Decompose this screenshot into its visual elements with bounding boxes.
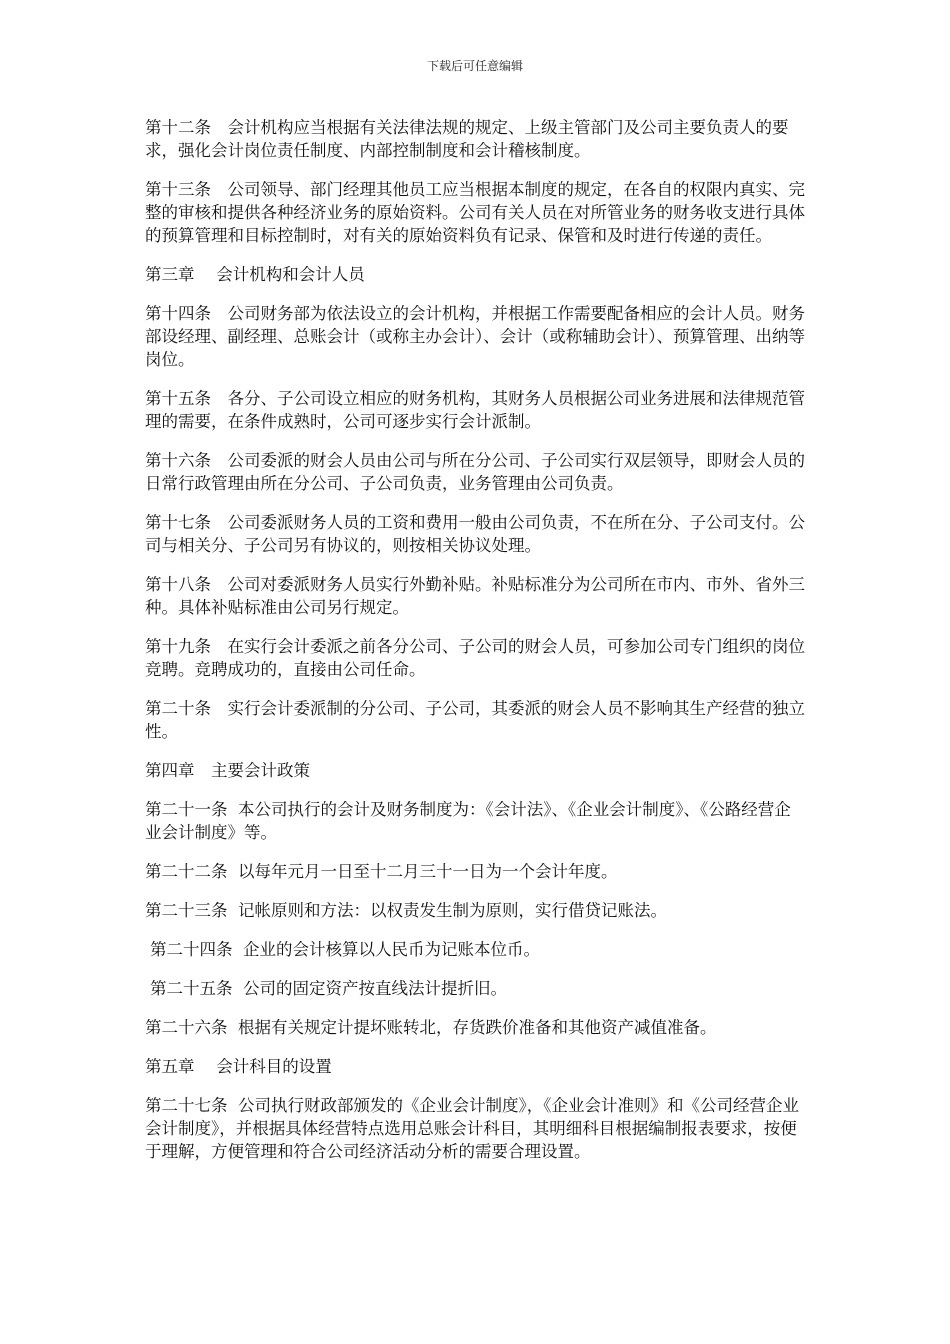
article-22: 第二十二条 以每年元月一日至十二月三十一日为一个会计年度。 [145, 862, 618, 881]
article-15: 第十五条 各分、子公司设立相应的财务机构，其财务人员根据公司业务进展和法律规范管理的需要，在条件成熟时，公司可逐步实行会计派制。 [145, 389, 805, 431]
chapter-4-heading: 第四章 主要会计政策 [145, 761, 310, 780]
article-21: 第二十一条 本公司执行的会计及财务制度为：《会计法》、《企业会计制度》、《公路经营企业会计制度》等。 [145, 800, 791, 842]
article-20: 第二十条 实行会计委派制的分公司、子公司，其委派的财会人员不影响其生产经营的独立性。 [145, 699, 805, 741]
chapter-5-heading: 第五章 会计科目的设置 [145, 1057, 332, 1076]
article-14: 第十四条 公司财务部为依法设立的会计机构，并根据工作需要配备相应的会计人员。财务部设经理、副经理、总账会计（或称主办会计）、会计（或称辅助会计）、预算管理、出纳等岗位。 [145, 304, 805, 369]
article-26: 第二十六条 根据有关规定计提坏账转北，存货跌价准备和其他资产减值准备。 [145, 1018, 717, 1037]
chapter-3-heading: 第三章 会计机构和会计人员 [145, 265, 365, 284]
article-23: 第二十三条 记帐原则和方法：以权责发生制为原则，实行借贷记账法。 [145, 901, 667, 920]
article-24: 第二十四条 企业的会计核算以人民币为记账本位币。 [150, 940, 540, 959]
article-19: 第十九条 在实行会计委派之前各分公司、子公司的财会人员，可参加公司专门组织的岗位竞聘。竞聘成功的，直接由公司任命。 [145, 637, 805, 679]
article-13: 第十三条 公司领导、部门经理其他员工应当根据本制度的规定，在各自的权限内真实、完整的审核和提供各种经济业务的原始资料。公司有关人员在对所管业务的财务收支进行具体的预算管理和目标控制时，对有关的原始资料负有记录、保管和及时进行传递的责任。 [145, 180, 805, 245]
article-12: 第十二条 会计机构应当根据有关法律法规的规定、上级主管部门及公司主要负责人的要求，强化会计岗位责任制度、内部控制制度和会计稽核制度。 [145, 118, 789, 160]
article-27: 第二十七条 公司执行财政部颁发的《企业会计制度》，《企业会计准则》和《公司经营企业会计制度》，并根据具体经营特点选用总账会计科目，其明细科目根据编制报表要求，按便于理解，方便管理和符合公司经济活动分析的需要合理设置。 [145, 1096, 799, 1161]
document-body [145, 116, 807, 1179]
article-18: 第十八条 公司对委派财务人员实行外勤补贴。补贴标准分为公司所在市内、市外、省外三种。具体补贴标准由公司另行规定。 [145, 575, 805, 617]
page-header-note: 下载后可任意编辑 [426, 59, 523, 73]
article-16: 第十六条 公司委派的财会人员由公司与所在分公司、子公司实行双层领导，即财会人员的日常行政管理由所在分公司、子公司负责，业务管理由公司负责。 [145, 451, 805, 493]
article-17: 第十七条 公司委派财务人员的工资和费用一般由公司负责，不在所在分、子公司支付。公司与相关分、子公司另有协议的，则按相关协议处理。 [145, 513, 805, 555]
article-25: 第二十五条 公司的固定资产按直线法计提折旧。 [150, 979, 507, 998]
